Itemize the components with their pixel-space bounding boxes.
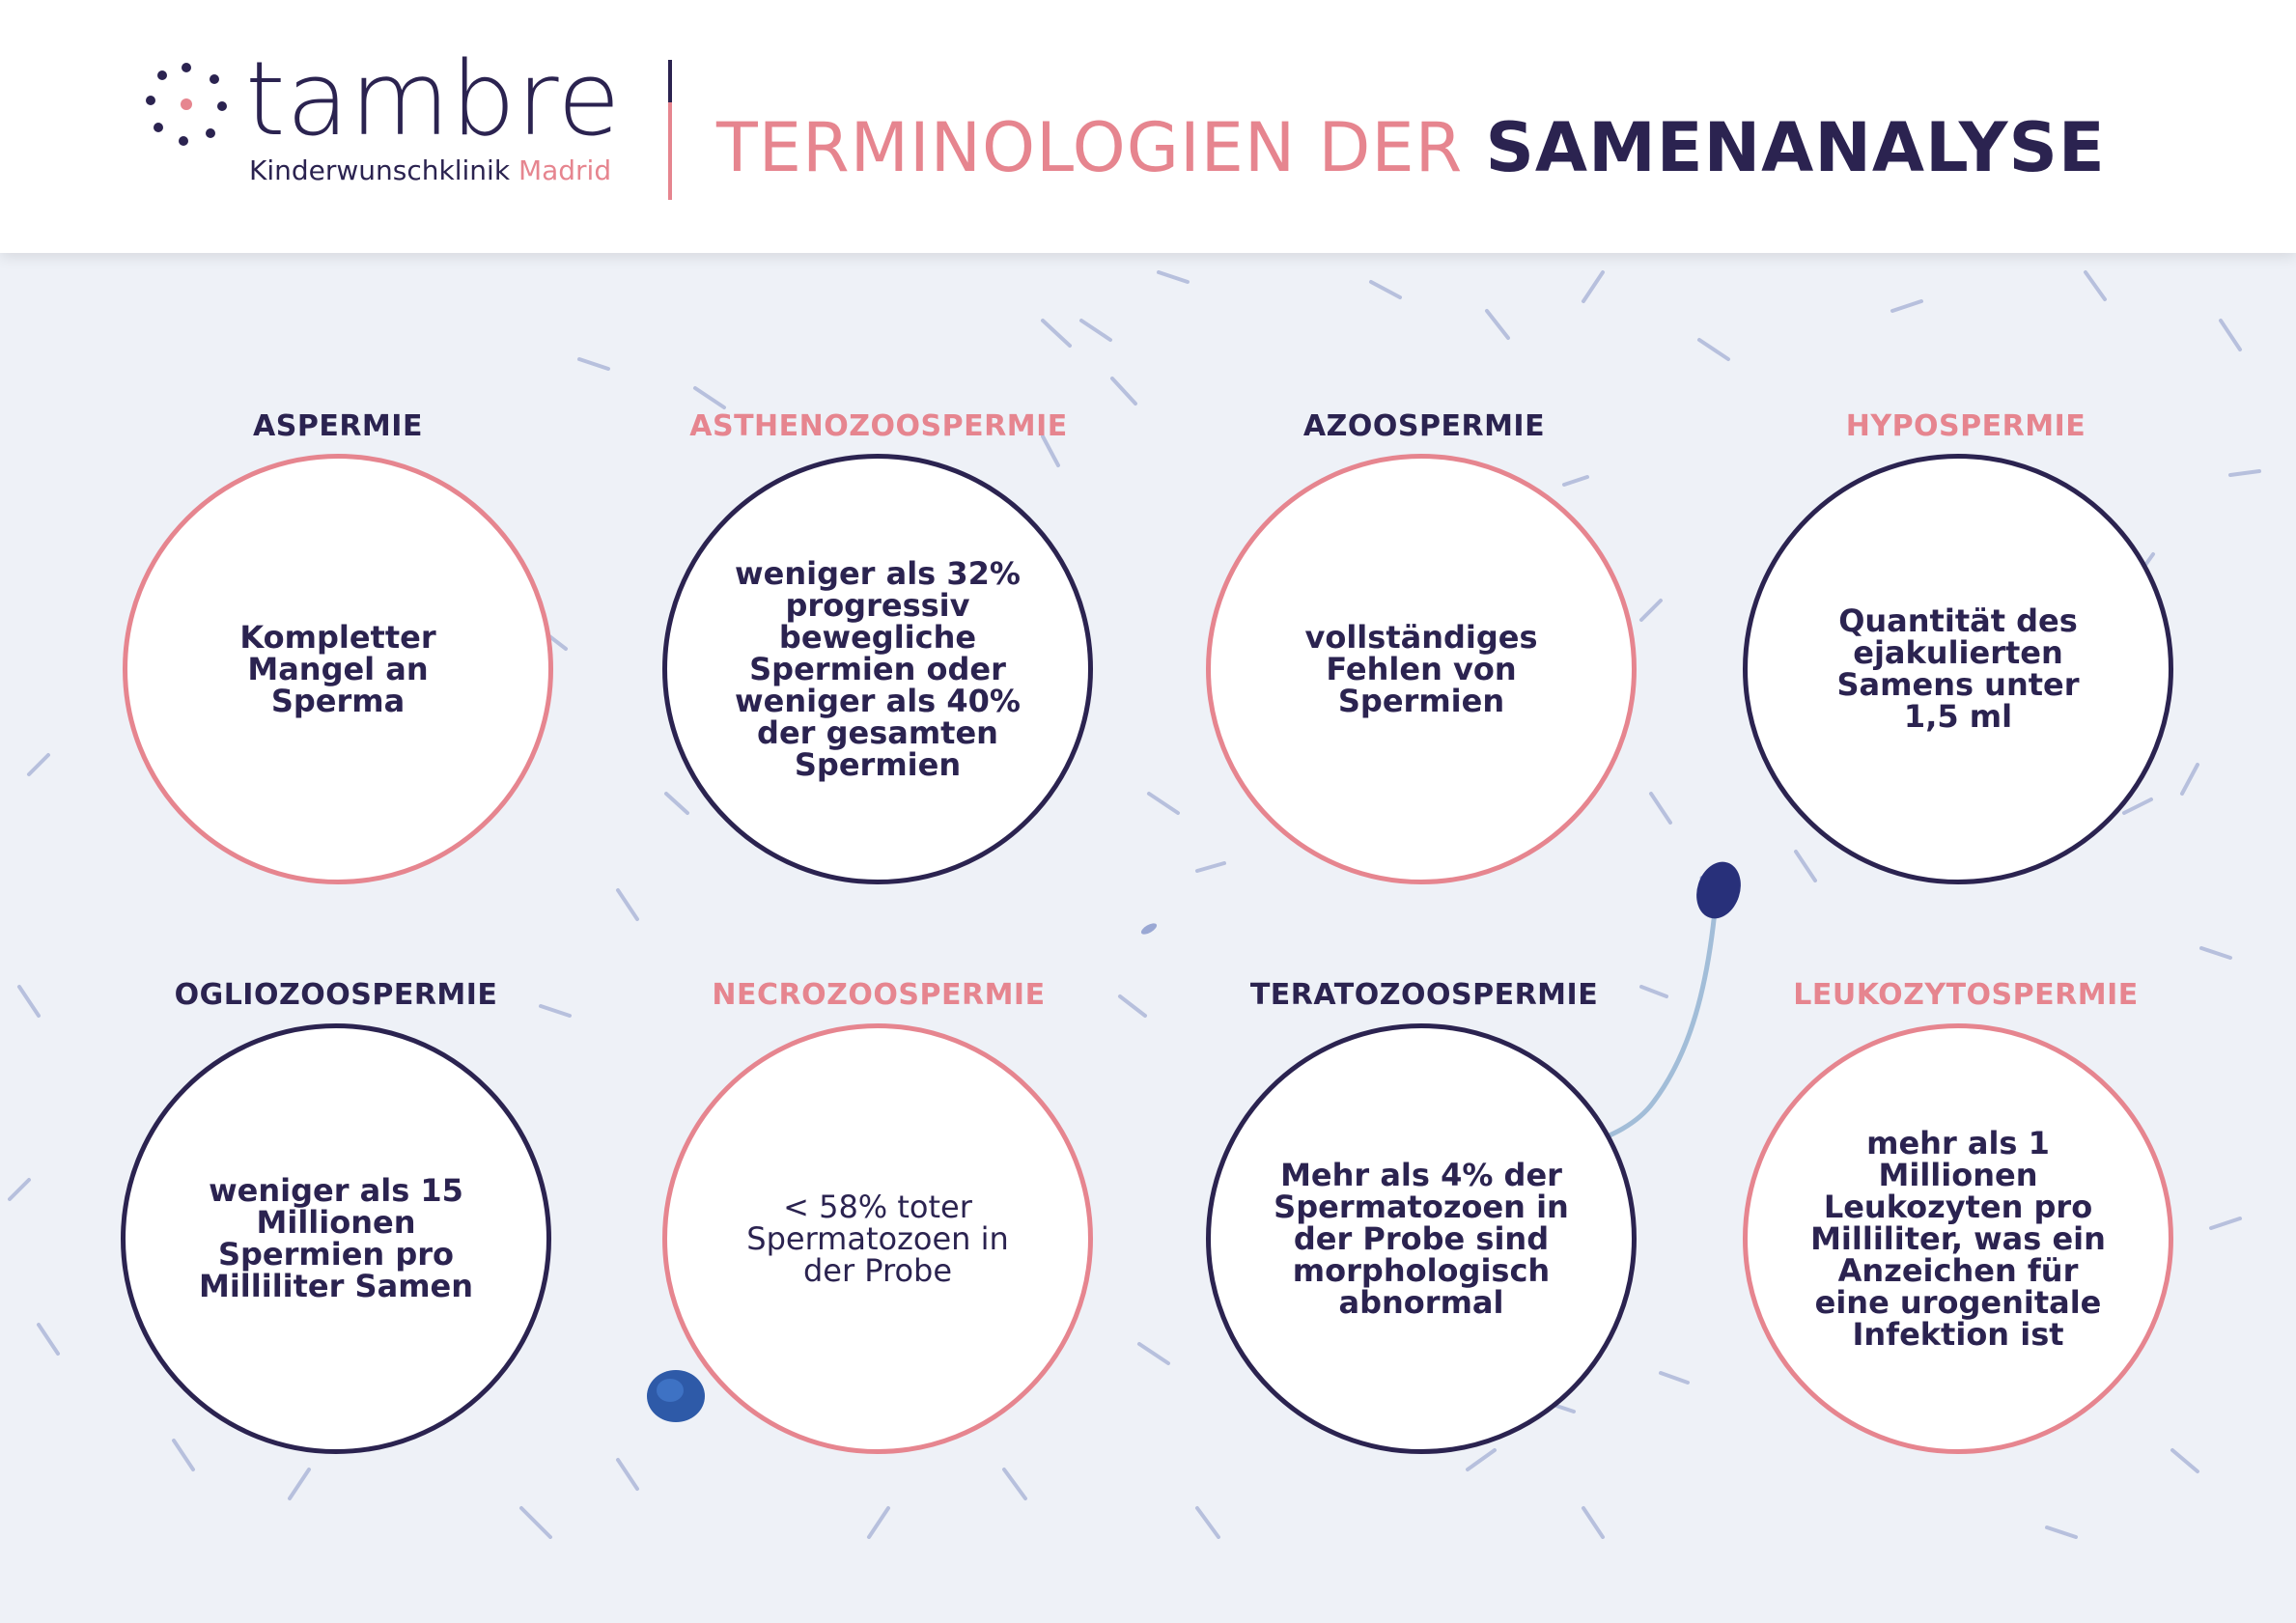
term-label: NECROZOOSPERMIE: [712, 978, 1046, 1012]
term-description: vollständiges Fehlen von Spermien: [1304, 618, 1538, 719]
term-label: ASTHENOZOOSPERMIE: [689, 409, 1068, 443]
page-title-strong: SAMENANALYSE: [1485, 108, 2106, 187]
term-card: [121, 1023, 551, 1454]
term-description: mehr als 1 Millionen Leukozyten pro Milliliter, was ein Anzeichen für eine urogenitale Infektion ist: [1810, 1124, 2106, 1353]
term-label: ASPERMIE: [253, 409, 423, 443]
term-card: [1743, 454, 2173, 884]
header-divider: [668, 60, 672, 200]
term-card: [123, 454, 553, 884]
term-label: TERATOZOOSPERMIE: [1249, 978, 1599, 1012]
term-card: [1206, 1023, 1637, 1454]
term-card: [1206, 454, 1637, 884]
term-card: [662, 454, 1093, 884]
logo-subtitle-accent: Madrid: [518, 154, 612, 186]
term-description: < 58% toter Spermatozoen in der Probe: [746, 1188, 1009, 1289]
term-card: [1743, 1023, 2173, 1454]
term-description: Kompletter Mangel an Sperma: [239, 618, 436, 719]
term-description: weniger als 32% progressiv bewegliche Spermien oder weniger als 40% der gesamten Spermien: [735, 554, 1021, 783]
tambre-logo-dots-icon: [145, 62, 228, 147]
term-description: Mehr als 4% der Spermatozoen in der Probe sind morphologisch abnormal: [1274, 1156, 1569, 1321]
page-title-light: TERMINOLOGIEN DER: [716, 108, 1464, 187]
header: [0, 0, 2296, 253]
term-label: LEUKOZYTOSPERMIE: [1793, 978, 2139, 1012]
term-card: [662, 1023, 1093, 1454]
term-label: AZOOSPERMIE: [1302, 409, 1546, 443]
term-label: OGLIOZOOSPERMIE: [174, 978, 498, 1012]
logo-subtitle-main: Kinderwunschklinik: [249, 154, 511, 186]
term-description: weniger als 15 Millionen Spermien pro Milliliter Samen: [198, 1172, 474, 1304]
page-title: [716, 104, 2106, 191]
logo-wordmark: tambre: [245, 40, 622, 158]
term-description: Quantität des ejakulierten Samens unter 1,5 ml: [1836, 602, 2080, 735]
term-label: HYPOSPERMIE: [1845, 409, 2086, 443]
logo-subtitle: [249, 154, 611, 187]
